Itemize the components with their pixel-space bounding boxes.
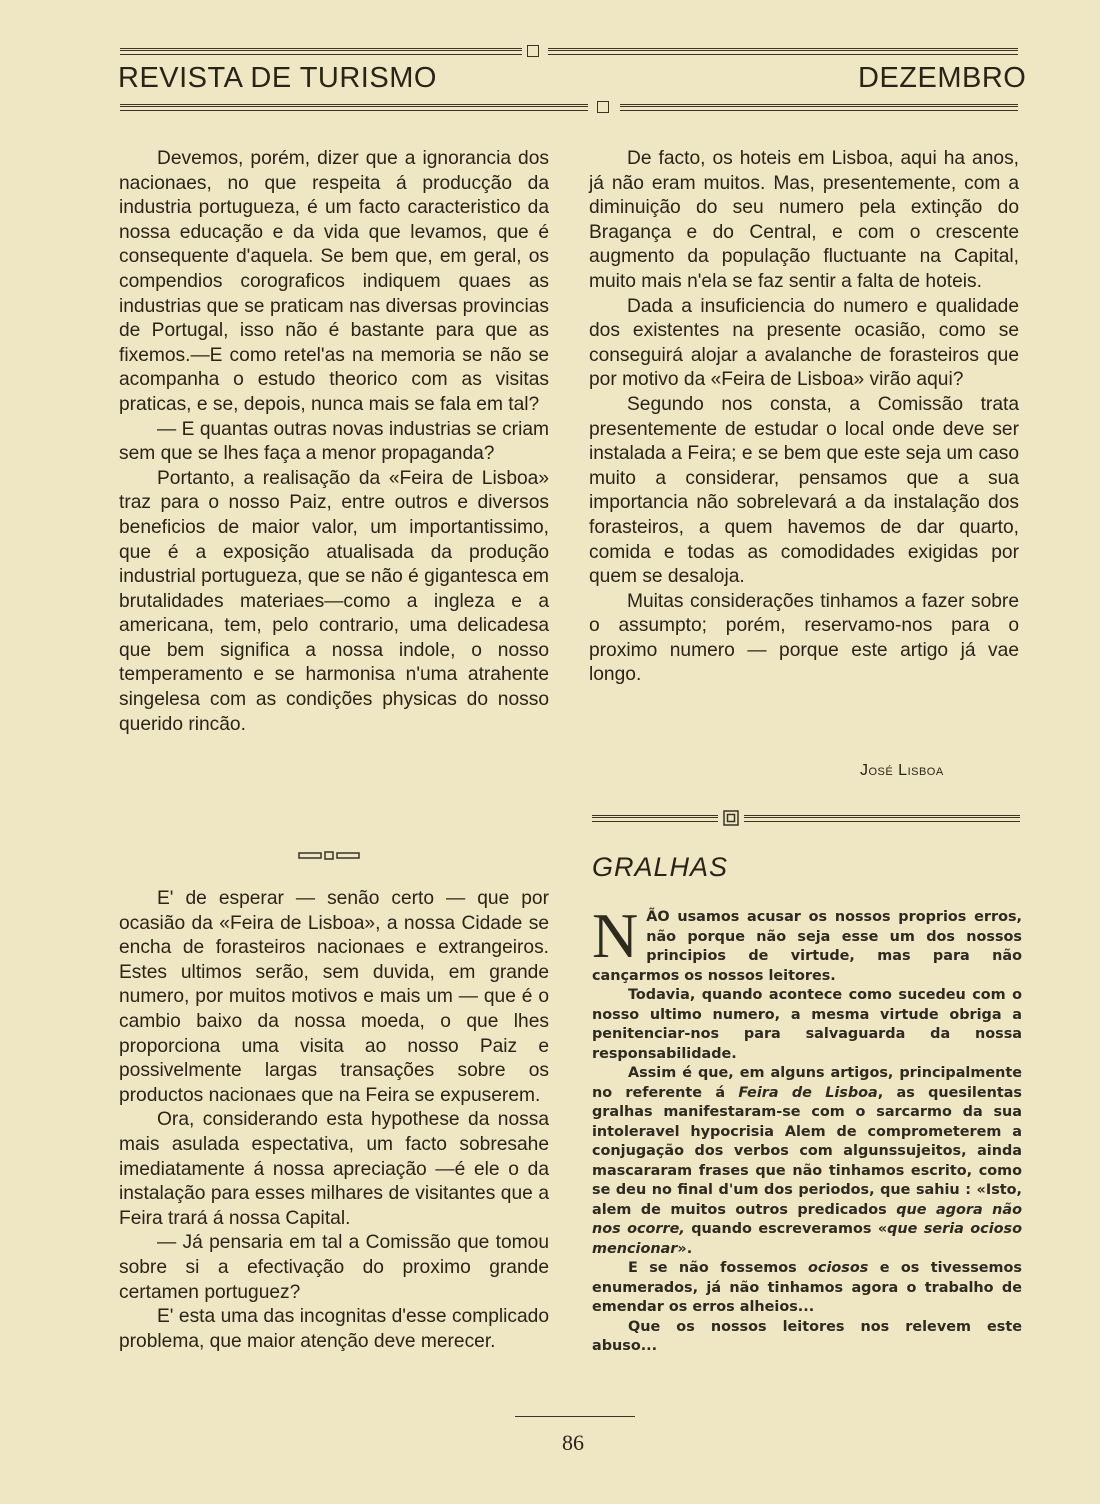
gralhas-rule-right (744, 815, 1020, 822)
header-bottom-square-ornament (597, 101, 609, 113)
gralhas-square-ornament (723, 810, 739, 826)
emphasis: que seria ocioso mencionar (592, 1221, 1022, 1257)
gralhas-text (592, 900, 1022, 1357)
text-run: ». (677, 1240, 693, 1257)
paragraph: Ora, considerando esta hypothese da nossa mais asulada espectativa, um facto sobresahe imediatamente á nossa apreciação —é ele o da instalação para esses milhares de visitantes que a Feira trará á nossa Capital. (119, 1109, 549, 1229)
paragraph: Muitas considerações tinhamos a fazer sobre o assumpto; porém, reservamo-nos para o proximo numero — porque este artigo já vae longo. (589, 590, 1019, 686)
paragraph-text: ÃO usamos acusar os nossos proprios erros, não porque não seja esse um dos nossos principios de virtude, mas para não cançarmos os nossos leitores. (592, 909, 1022, 984)
paragraph (592, 1064, 1022, 1259)
paragraph: E' esta uma das incognitas d'esse complicado problema, que maior atenção deve merecer. (119, 1306, 549, 1352)
issue-month: DEZEMBRO (858, 62, 1027, 94)
section-title: GRALHAS (592, 852, 729, 882)
paragraph (592, 1259, 1022, 1318)
emphasis: Feira de Lisboa (738, 1084, 878, 1101)
text-run: quando escreveramos « (684, 1221, 888, 1237)
drop-cap: N (592, 900, 639, 971)
paragraph: Devemos, porém, dizer que a ignorancia dos nacionaes, no que respeita á producção da industria portugueza, é um facto caracteristico da nossa educação e da vida que levamos, que é consequente d'aquela. Se bem que, em geral, os compendios corograficos indiquem quaes as industrias que se praticam nas diversas provincias de Portugal, isso não é bastante para que as fixemos.—E como retel'as na memoria se não se acompanha o estudo theorico com as visitas praticas, e se, depois, nunca mais se fala em tal? (119, 148, 549, 415)
paragraph: — Já pensaria em tal a Comissão que tomou sobre si a efectivação do proximo grande certamen portuguez? (119, 1232, 549, 1303)
page-number: 86 (562, 1430, 584, 1455)
left-column-text-2 (119, 887, 549, 1354)
paragraph: Portanto, a realisação da «Feira de Lisboa» traz para o nosso Paiz, entre outros e diversos beneficios de maior valor, um importantissimo, que é a exposição atualisada da produção industrial portugueza, que se não é gigantesca em brutalidades materiaes—como a ingleza e a americana, tem, pelo contrario, uma delicadesa que bem significa a nossa indole, o nosso temperamento e se harmonisa n'uma atrahente singelesa com as condições physicas do nosso querido rincão. (119, 467, 549, 735)
text-run: , as quesilentas gralhas manifestaram-se com o sarcarmo da sua intoleravel hypocrisia Alem de comprometerem a conjugação dos verbos com algunssujeitos, ainda mascararam frases que não tinhamos escrito, como se deu no final d'um dos periodos, que sahiu : «Isto, alem de muitos outros predicados (592, 1084, 1022, 1218)
author-signature: José Lisboa (860, 762, 944, 779)
paragraph: E' de esperar — senão certo — que por ocasião da «Feira de Lisboa», a nossa Cidade se encha de forasteiros nacionaes e extrangeiros. Estes ultimos serão, sem duvida, em grande numero, por muitos motivos e mais um — que é o cambio baixo da nossa moeda, o que lhes proporciona uma visita ao nosso Paiz e possivelmente largas transações sobre os productos nacionaes que na Feira se expuserem. (119, 888, 549, 1106)
paragraph: Dada a insuficiencia do numero e qualidade dos existentes na presente ocasião, como se conseguirá alojar a avalanche de forasteiros que por motivo da «Feira de Lisboa» virão aqui? (589, 295, 1019, 391)
magazine-title: REVISTA DE TURISMO (118, 62, 437, 94)
paragraph: Todavia, quando acontece como sucedeu com o nosso ultimo numero, a mesma virtude obriga a penitenciar-nos para salvaguarda da nossa responsabilidade. (592, 987, 1022, 1062)
text-run: Assim é que, em alguns artigos, principalmente no referente á (592, 1065, 1022, 1101)
left-column-text (119, 147, 549, 737)
header-top-rule-left (120, 48, 522, 55)
header-bottom-rule-right (620, 104, 1018, 111)
gralhas-rule-left (592, 815, 718, 822)
text-run: e os tivessemos enumerados, já não tinhamos agora o trabalho de emendar os erros alheios... (592, 1260, 1022, 1315)
paragraph: Que os nossos leitores nos relevem este abuso... (592, 1318, 1022, 1354)
text-run: E se não fossemos (628, 1260, 809, 1276)
paragraph (592, 900, 1022, 986)
emphasis: que agora não nos ocorre, (592, 1201, 1022, 1237)
header-top-rule-right (548, 48, 1018, 55)
paragraph: Segundo nos consta, a Comissão trata presentemente de estudar o local onde deve ser instalada a Feira; e se bem que este seja um caso muito a considerar, pensamos que a sua importancia não sobrelevará a da instalação dos forasteiros, a quem havemos de dar quarto, comida e todas as comodidades exigidas por quem se desaloja. (589, 393, 1019, 588)
header-top-square-ornament (527, 45, 539, 57)
header-bottom-rule-left (120, 104, 588, 111)
section-divider-ornament (298, 850, 362, 862)
emphasis: ociosos (808, 1260, 869, 1276)
paragraph: De facto, os hoteis em Lisboa, aqui ha anos, já não eram muitos. Mas, presentemente, com a diminuição do seu numero pela extinção do Bragança e do Central, e com o crescente augmento da população fluctuante na Capital, muito mais n'ela se faz sentir a falta de hoteis. (589, 148, 1019, 292)
footer-rule (515, 1416, 635, 1417)
right-column-text (589, 147, 1019, 688)
paragraph: — E quantas outras novas industrias se criam sem que se lhes faça a menor propaganda? (119, 418, 549, 465)
